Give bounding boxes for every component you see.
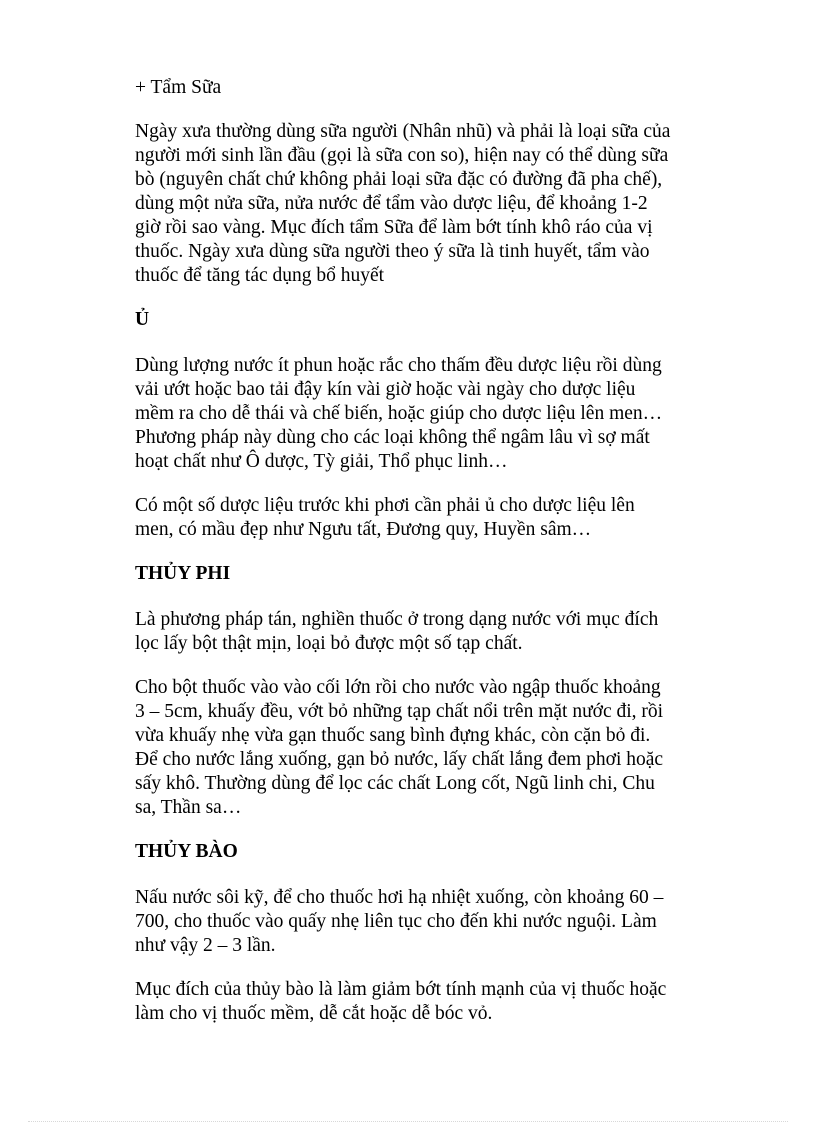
paragraph xyxy=(135,676,745,820)
text-line: 3 – 5cm, khuấy đều, vớt bỏ những tạp chất nổi trên mặt nước đi, rồi xyxy=(135,701,664,722)
text-line: Ngày xưa thường dùng sữa người (Nhân nhũ) và phải là loại sữa của xyxy=(135,121,671,142)
text-line: THỦY PHI xyxy=(135,563,231,584)
text-line: sa, Thần sa… xyxy=(135,797,242,818)
text-line: người mới sinh lần đầu (gọi là sữa con so), hiện nay có thể dùng sữa xyxy=(135,145,669,166)
paragraph xyxy=(135,886,745,958)
document-body xyxy=(135,76,745,1046)
text-line: sấy khô. Thường dùng để lọc các chất Long cốt, Ngũ linh chi, Chu xyxy=(135,773,655,794)
text-line: hoạt chất như Ô dược, Tỳ giải, Thổ phục linh… xyxy=(135,451,508,472)
text-line: dùng một nửa sữa, nửa nước để tẩm vào dược liệu, để khoảng 1-2 xyxy=(135,193,648,214)
text-line: + Tẩm Sữa xyxy=(135,77,222,98)
text-line: giờ rồi sao vàng. Mục đích tẩm Sữa để làm bớt tính khô ráo của vị xyxy=(135,217,653,238)
text-line: bò (nguyên chất chứ không phải loại sữa đặc có đường đã pha chế), xyxy=(135,169,663,190)
text-line: làm cho vị thuốc mềm, dễ cắt hoặc dễ bóc vỏ. xyxy=(135,1003,493,1024)
text-line: vừa khuấy nhẹ vừa gạn thuốc sang bình đựng khác, còn cặn bỏ đi. xyxy=(135,725,651,746)
paragraph xyxy=(135,494,745,542)
text-line: 700, cho thuốc vào quấy nhẹ liên tục cho đến khi nước nguội. Làm xyxy=(135,911,657,932)
text-line: Nấu nước sôi kỹ, để cho thuốc hơi hạ nhiệt xuống, còn khoảng 60 – xyxy=(135,887,664,908)
text-line: Để cho nước lắng xuống, gạn bỏ nước, lấy chất lắng đem phơi hoặc xyxy=(135,749,664,770)
page-bottom-rule xyxy=(28,1121,788,1122)
text-line: men, có mầu đẹp như Ngưu tất, Đương quy, Huyền sâm… xyxy=(135,519,592,540)
text-line: mềm ra cho dễ thái và chế biến, hoặc giúp cho dược liệu lên men… xyxy=(135,403,663,424)
paragraph xyxy=(135,120,745,288)
text-line: Phương pháp này dùng cho các loại không thể ngâm lâu vì sợ mất xyxy=(135,427,650,448)
text-line: vải ướt hoặc bao tải đậy kín vài giờ hoặc vài ngày cho dược liệu xyxy=(135,379,636,400)
text-line: Cho bột thuốc vào vào cối lớn rồi cho nước vào ngập thuốc khoảng xyxy=(135,677,661,698)
text-line: thuốc để tăng tác dụng bổ huyết xyxy=(135,265,385,286)
section-heading xyxy=(135,562,745,586)
text-line: thuốc. Ngày xưa dùng sữa người theo ý sữa là tinh huyết, tẩm vào xyxy=(135,241,650,262)
text-line: Ủ xyxy=(135,309,150,330)
paragraph xyxy=(135,978,745,1026)
text-line: Dùng lượng nước ít phun hoặc rắc cho thấm đều dược liệu rồi dùng xyxy=(135,355,662,376)
paragraph xyxy=(135,354,745,474)
text-line: như vậy 2 – 3 lần. xyxy=(135,935,276,956)
text-line: Có một số dược liệu trước khi phơi cần phải ủ cho dược liệu lên xyxy=(135,495,635,516)
text-line: Mục đích của thủy bào là làm giảm bớt tính mạnh của vị thuốc hoặc xyxy=(135,979,667,1000)
paragraph xyxy=(135,76,745,100)
text-line: THỦY BÀO xyxy=(135,841,238,862)
text-line: lọc lấy bột thật mịn, loại bỏ được một số tạp chất. xyxy=(135,633,523,654)
section-heading xyxy=(135,308,745,332)
text-line: Là phương pháp tán, nghiền thuốc ở trong dạng nước với mục đích xyxy=(135,609,659,630)
paragraph xyxy=(135,608,745,656)
section-heading xyxy=(135,840,745,864)
